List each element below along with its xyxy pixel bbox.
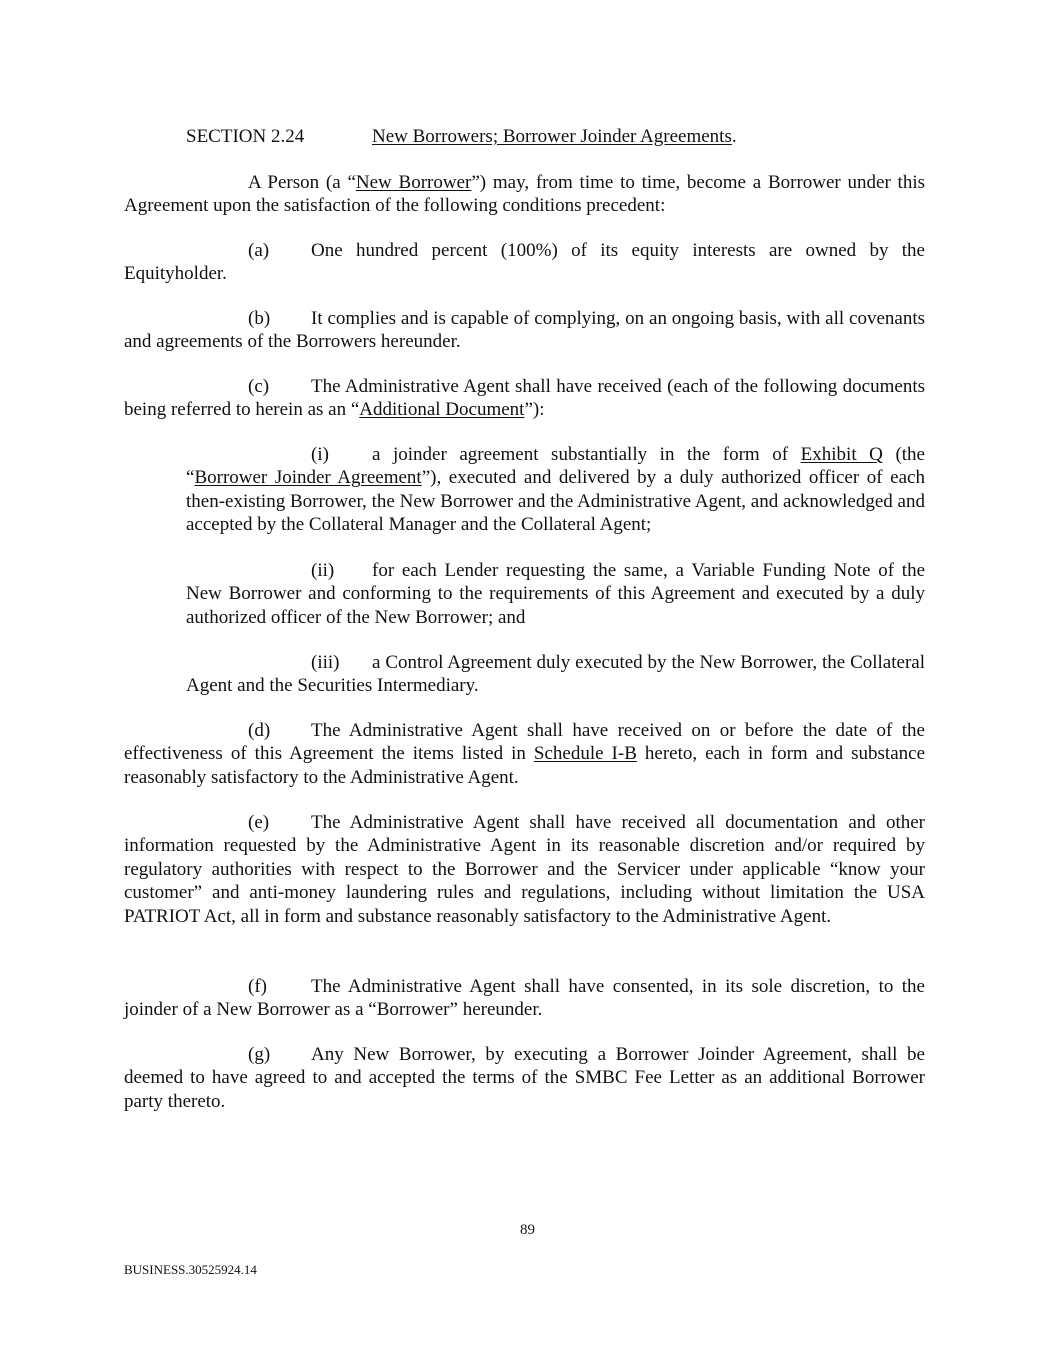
clause-label: (i) <box>311 444 329 465</box>
text: A Person (a “ <box>248 172 356 193</box>
text: hereto, each in form and substance reasonably satisfactory to the Administrative Agent. <box>124 743 925 788</box>
defined-term: New Borrower <box>355 172 472 193</box>
clause-c-i <box>186 443 925 537</box>
text: ”), executed and delivered by a duly authorized officer of each then-existing Borrower, the New Borrower and the Administrative Agent, and acknowledged and accepted by the Collateral Manager and the Collateral Agent; <box>186 467 925 536</box>
clause-e <box>124 811 925 928</box>
defined-term: Schedule I-B <box>533 743 637 765</box>
section-heading <box>186 125 737 148</box>
clause-text: for each Lender requesting the same, a Variable Funding Note of the New Borrower and conforming to the requirements of this Agreement and executed by a duly authorized officer of the New Borrower; and <box>186 560 925 628</box>
defined-term: Borrower Joinder Agreement <box>194 467 422 489</box>
clause-label: (iii) <box>311 652 340 673</box>
clause-text: It complies and is capable of complying, on an ongoing basis, with all covenants and agreements of the Borrowers hereunder. <box>124 308 925 353</box>
clause-label: (b) <box>248 308 271 329</box>
clause-label: (e) <box>248 812 270 833</box>
clause-c <box>124 375 925 422</box>
text: The Administrative Agent shall have received (each of the following documents being referred to herein as an “ <box>124 376 925 421</box>
text: The Administrative Agent shall have received on or before the date of the effectiveness of this Agreement the items listed in <box>124 720 925 765</box>
document-footer-id: BUSINESS.30525924.14 <box>124 1262 257 1277</box>
clause-label: (ii) <box>311 560 335 581</box>
clause-d <box>124 719 925 789</box>
section-title: New Borrowers; Borrower Joinder Agreements <box>372 126 732 147</box>
intro-paragraph <box>124 171 925 218</box>
clause-text: The Administrative Agent shall have consented, in its sole discretion, to the joinder of a New Borrower as a “Borrower” hereunder. <box>124 976 925 1021</box>
clause-b <box>124 307 925 354</box>
defined-term: Exhibit Q <box>800 444 883 465</box>
clause-text: One hundred percent (100%) of its equity interests are owned by the Equityholder. <box>124 240 925 285</box>
clause-c-ii <box>186 559 925 629</box>
page-number: 89 <box>520 1222 535 1238</box>
defined-term: Additional Document <box>359 399 525 421</box>
clause-c-iii <box>186 651 925 698</box>
text: (the “ <box>186 444 925 489</box>
clause-f <box>124 975 925 1022</box>
clause-label: (c) <box>248 376 270 397</box>
section-number: SECTION 2.24 <box>186 126 305 147</box>
clause-text: Any New Borrower, by executing a Borrower Joinder Agreement, shall be deemed to have agreed to and accepted the terms of the SMBC Fee Letter as an additional Borrower party thereto. <box>124 1044 925 1112</box>
heading-period: . <box>731 126 737 147</box>
clause-text: The Administrative Agent shall have received all documentation and other information requested by the Administrative Agent in its reasonable discretion and/or required by regulatory authorities with respect to the Borrower and the Servicer under applicable “know your customer” and anti-money laundering rules and regulations, including without limitation the USA PATRIOT Act, all in form and substance reasonably satisfactory to the Administrative Agent. <box>124 812 925 927</box>
clause-a <box>124 239 925 286</box>
clause-label: (d) <box>248 720 271 741</box>
clause-label: (a) <box>248 240 270 261</box>
text: ”) may, from time to time, become a Borrower under this Agreement upon the satisfaction of the following conditions precedent: <box>124 172 925 217</box>
clause-text: a Control Agreement duly executed by the New Borrower, the Collateral Agent and the Securities Intermediary. <box>186 652 925 697</box>
clause-label: (g) <box>248 1044 271 1065</box>
text: a joinder agreement substantially in the form of <box>372 444 801 465</box>
text: ”): <box>524 399 545 421</box>
clause-label: (f) <box>248 976 267 997</box>
clause-g <box>124 1043 925 1113</box>
